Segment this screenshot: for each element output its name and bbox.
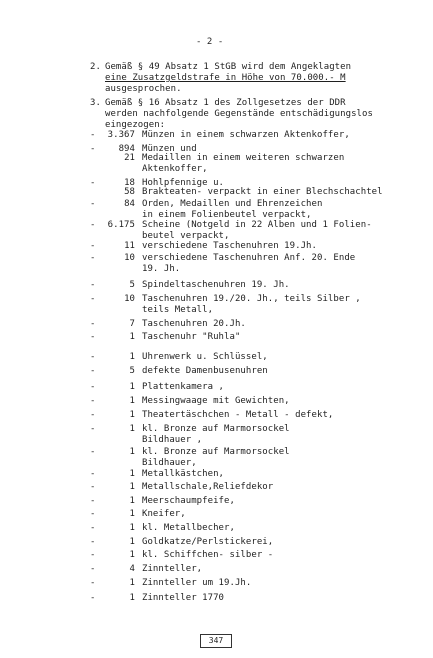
- list-dash: -: [90, 253, 96, 263]
- item-description: Spindeltaschenuhren 19. Jh.: [142, 280, 290, 290]
- list-dash: -: [90, 130, 96, 140]
- item-quantity: 1: [129, 332, 135, 342]
- item-quantity: 4: [129, 564, 135, 574]
- item-description: Orden, Medaillen und Ehrenzeichen: [142, 199, 323, 209]
- item-quantity: 3.367: [107, 130, 135, 140]
- list-dash: -: [90, 447, 96, 457]
- item-quantity: 1: [129, 593, 135, 603]
- item-quantity: 1: [129, 523, 135, 533]
- list-dash: -: [90, 319, 96, 329]
- list-dash: -: [90, 410, 96, 420]
- item-quantity: 1: [129, 447, 135, 457]
- item-description: Uhrenwerk u. Schlüssel,: [142, 352, 268, 362]
- list-dash: -: [90, 424, 96, 434]
- list-dash: -: [90, 496, 96, 506]
- list-dash: -: [90, 178, 96, 188]
- item-description: Scheine (Notgeld in 22 Alben und 1 Folien-: [142, 220, 372, 230]
- item-description: Taschenuhr "Ruhla": [142, 332, 241, 342]
- item-description: 19. Jh.: [142, 264, 181, 274]
- item-description: Theatertäschchen - Metall - defekt,: [142, 410, 334, 420]
- item-description: Bildhauer,: [142, 458, 197, 468]
- item-quantity: 21: [124, 153, 135, 163]
- item-description: verschiedene Taschenuhren Anf. 20. Ende: [142, 253, 356, 263]
- item-description: kl. Schiffchen- silber -: [142, 550, 274, 560]
- item-description: Zinnteller um 19.Jh.: [142, 578, 252, 588]
- page-marker: - 2 -: [196, 37, 224, 47]
- list-dash: -: [90, 550, 96, 560]
- list-dash: -: [90, 382, 96, 392]
- list-dash: -: [90, 564, 96, 574]
- item-description: kl. Metallbecher,: [142, 523, 235, 533]
- item-quantity: 11: [124, 241, 135, 251]
- list-dash: -: [90, 241, 96, 251]
- item-description: Aktenkoffer,: [142, 164, 208, 174]
- item-description: Metallkästchen,: [142, 469, 225, 479]
- item-description: Messingwaage mit Gewichten,: [142, 396, 290, 406]
- item-description: Zinnteller,: [142, 564, 203, 574]
- list-dash: -: [90, 396, 96, 406]
- list-dash: -: [90, 523, 96, 533]
- list-dash: -: [90, 537, 96, 547]
- item-quantity: 18: [124, 178, 135, 188]
- item-quantity: 1: [129, 410, 135, 420]
- item-description: Brakteaten- verpackt in einer Blechschachtel: [142, 187, 383, 197]
- list-dash: -: [90, 144, 96, 154]
- item-quantity: 1: [129, 469, 135, 479]
- item-description: kl. Bronze auf Marmorsockel: [142, 447, 290, 457]
- item-quantity: 1: [129, 352, 135, 362]
- paragraph-line: werden nachfolgende Gegenstände entschädigungslos: [105, 109, 373, 119]
- item-quantity: 6.175: [107, 220, 135, 230]
- item-quantity: 1: [129, 578, 135, 588]
- item-number: 2.: [90, 62, 101, 72]
- paragraph-line-underlined: eine Zusatzgeldstrafe in Höhe von 70.000.- M: [105, 73, 346, 83]
- item-description: Goldkatze/Perlstickerei,: [142, 537, 274, 547]
- item-quantity: 894: [118, 144, 135, 154]
- item-quantity: 1: [129, 424, 135, 434]
- item-description: teils Metall,: [142, 305, 214, 315]
- item-quantity: 1: [129, 382, 135, 392]
- item-quantity: 1: [129, 482, 135, 492]
- item-description: Kneifer,: [142, 509, 186, 519]
- item-description: in einem Folienbeutel verpackt,: [142, 210, 312, 220]
- item-number: 3.: [90, 98, 101, 108]
- item-description: Zinnteller 1770: [142, 593, 225, 603]
- item-description: Meerschaumpfeife,: [142, 496, 235, 506]
- list-dash: -: [90, 593, 96, 603]
- list-dash: -: [90, 366, 96, 376]
- item-description: Plattenkamera ,: [142, 382, 225, 392]
- item-description: defekte Damenbusenuhren: [142, 366, 268, 376]
- list-dash: -: [90, 294, 96, 304]
- item-description: Metallschale,Reliefdekor: [142, 482, 274, 492]
- list-dash: -: [90, 199, 96, 209]
- list-dash: -: [90, 332, 96, 342]
- list-dash: -: [90, 578, 96, 588]
- item-quantity: 1: [129, 550, 135, 560]
- item-quantity: 5: [129, 366, 135, 376]
- item-description: Hohlpfennige u.: [142, 178, 225, 188]
- list-dash: -: [90, 352, 96, 362]
- item-quantity: 10: [124, 253, 135, 263]
- item-description: Taschenuhren 19./20. Jh., teils Silber ,: [142, 294, 361, 304]
- item-quantity: 58: [124, 187, 135, 197]
- item-quantity: 1: [129, 537, 135, 547]
- item-description: kl. Bronze auf Marmorsockel: [142, 424, 290, 434]
- item-quantity: 1: [129, 509, 135, 519]
- item-description: Bildhauer ,: [142, 435, 203, 445]
- paragraph-line: ausgesprochen.: [105, 84, 182, 94]
- item-description: Taschenuhren 20.Jh.: [142, 319, 246, 329]
- item-quantity: 1: [129, 396, 135, 406]
- item-description: verschiedene Taschenuhren 19.Jh.: [142, 241, 317, 251]
- paragraph-line: eingezogen:: [105, 120, 166, 130]
- item-quantity: 10: [124, 294, 135, 304]
- list-dash: -: [90, 469, 96, 479]
- item-quantity: 84: [124, 199, 135, 209]
- item-description: Medaillen in einem weiteren schwarzen: [142, 153, 345, 163]
- item-description: Münzen und: [142, 144, 197, 154]
- item-quantity: 5: [129, 280, 135, 290]
- list-dash: -: [90, 220, 96, 230]
- paragraph-line: Gemäß § 16 Absatz 1 des Zollgesetzes der DDR: [105, 98, 346, 108]
- list-dash: -: [90, 509, 96, 519]
- item-description: beutel verpackt,: [142, 231, 230, 241]
- item-quantity: 7: [129, 319, 135, 329]
- item-description: Münzen in einem schwarzen Aktenkoffer,: [142, 130, 350, 140]
- list-dash: -: [90, 280, 96, 290]
- list-dash: -: [90, 482, 96, 492]
- page-number-stamp: 347: [200, 634, 232, 648]
- paragraph-line: Gemäß § 49 Absatz 1 StGB wird dem Angeklagten: [105, 62, 352, 72]
- item-quantity: 1: [129, 496, 135, 506]
